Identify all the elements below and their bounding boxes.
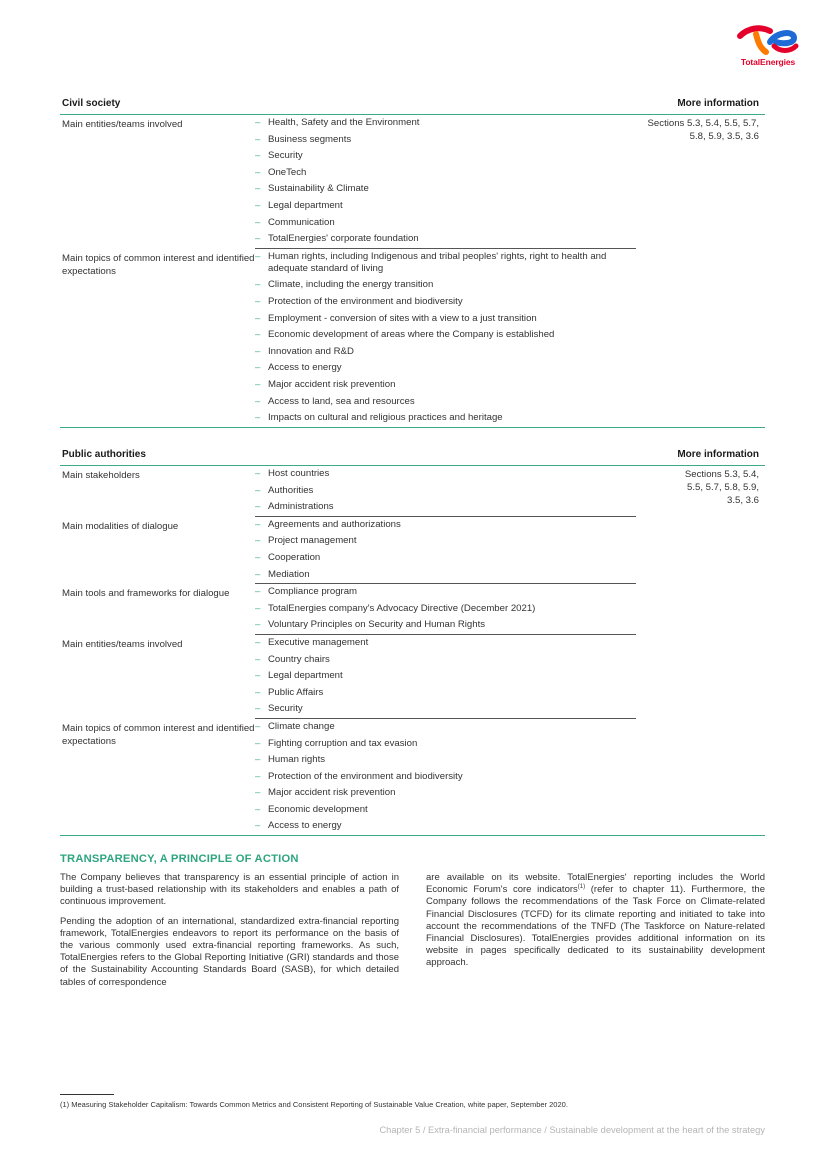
list-item: – Health, Safety and the Environment bbox=[255, 115, 636, 132]
list-item: – Major accident risk prevention bbox=[255, 377, 636, 394]
table-header bbox=[60, 449, 765, 466]
list-item: – Protection of the environment and biodiversity bbox=[255, 769, 636, 786]
list-item: – Agreements and authorizations bbox=[255, 517, 636, 534]
paragraph bbox=[426, 872, 765, 970]
section-heading: TRANSPARENCY, A PRINCIPLE OF ACTION bbox=[60, 853, 299, 865]
table-row bbox=[60, 466, 765, 517]
list-item: – Climate change bbox=[255, 719, 636, 736]
list-item: – Climate, including the energy transition bbox=[255, 277, 636, 294]
list-item: – Executive management bbox=[255, 635, 636, 652]
public-authorities-table bbox=[60, 449, 765, 836]
table-row bbox=[60, 719, 765, 835]
list-item: – Voluntary Principles on Security and Human Rights bbox=[255, 617, 636, 634]
paragraph-text: (refer to chapter 11). Furthermore, the Company follows the recommendations of the Task Force on Climate-related Financial Disclosures (TCFD) for its climate reporting and initiated to take into account the recommendations of the TNFD (The Taskforce on Nature-related Financial Disclosures). TotalEnergies provides additional information on its website in pages specifically dedicated to its sustainability development approach. bbox=[426, 884, 765, 969]
item-list bbox=[255, 115, 636, 249]
list-item: – Cooperation bbox=[255, 550, 636, 567]
item-list bbox=[255, 466, 636, 517]
item-list bbox=[255, 584, 636, 635]
logo-text: TotalEnergies bbox=[740, 57, 796, 67]
logo-swoosh-icon bbox=[736, 22, 800, 56]
list-item: – Human rights, including Indigenous and tribal peoples' rights, right to health and adequate standard of living bbox=[255, 249, 636, 278]
list-item: – Access to energy bbox=[255, 818, 636, 835]
row-label: Main topics of common interest and identified expectations bbox=[62, 252, 255, 277]
totalenergies-logo bbox=[736, 22, 800, 68]
paragraph: The Company believes that transparency is an essential principle of action in building a trust-based relationship with its stakeholders and enables a path of continuous improvement. bbox=[60, 872, 399, 908]
list-item: – Access to energy bbox=[255, 360, 636, 377]
text-column-left bbox=[60, 872, 399, 996]
list-item: – Communication bbox=[255, 215, 636, 232]
paragraph: Pending the adoption of an international, standardized extra-financial reporting framework, TotalEnergies endeavors to report its performance on the basis of the various commonly used extra-financial reporting frameworks. As such, TotalEnergies refers to the Global Reporting Initiative (GRI) standards and those of the Sustainability Accounting Standards Board (SASB), for which detailed tables of correspondence bbox=[60, 915, 399, 988]
list-item: – Administrations bbox=[255, 499, 636, 516]
row-label: Main modalities of dialogue bbox=[62, 520, 179, 532]
row-label: Main stakeholders bbox=[62, 470, 140, 481]
table-row bbox=[60, 249, 765, 427]
table-title: Public authorities bbox=[62, 449, 146, 460]
page-footer: Chapter 5 / Extra-financial performance / Sustainable development at the heart of the strategy bbox=[379, 1125, 765, 1135]
table-row bbox=[60, 635, 765, 719]
list-item: – Employment - conversion of sites with a view to a just transition bbox=[255, 311, 636, 328]
civil-society-table bbox=[60, 98, 765, 428]
more-information-label: More information bbox=[677, 98, 759, 109]
list-item: – Security bbox=[255, 701, 636, 718]
item-list bbox=[255, 635, 636, 719]
footnote-ref[interactable]: (1) bbox=[577, 884, 586, 891]
list-item: – Authorities bbox=[255, 483, 636, 500]
list-item: – Security bbox=[255, 148, 636, 165]
list-item: – Access to land, sea and resources bbox=[255, 394, 636, 411]
list-item: – OneTech bbox=[255, 165, 636, 182]
list-item: – Host countries bbox=[255, 466, 636, 483]
paragraph-text: are available on its website. TotalEnergies' reporting includes the World Economic Forum's core indicators bbox=[426, 872, 765, 896]
table-title: Civil society bbox=[62, 98, 121, 109]
list-item: – Legal department bbox=[255, 668, 636, 685]
list-item: – Protection of the environment and biodiversity bbox=[255, 294, 636, 311]
table-row bbox=[60, 517, 765, 584]
row-label: Main topics of common interest and identified expectations bbox=[62, 722, 255, 747]
sections-reference: Sections 5.3, 5.4, 5.5, 5.7, 5.8, 5.9, 3.5, 3.6 bbox=[647, 118, 759, 142]
table-row bbox=[60, 584, 765, 635]
list-item: – Innovation and R&D bbox=[255, 344, 636, 361]
list-item: – Fighting corruption and tax evasion bbox=[255, 736, 636, 753]
row-label: Main entities/teams involved bbox=[62, 638, 183, 650]
list-item: – Economic development bbox=[255, 802, 636, 819]
list-item: – Project management bbox=[255, 533, 636, 550]
table-header bbox=[60, 98, 765, 115]
footnote: (1) Measuring Stakeholder Capitalism: Towards Common Metrics and Consistent Reporting of Sustainable Value Creation, white paper, September 2020. bbox=[60, 1100, 568, 1109]
list-item: – Public Affairs bbox=[255, 685, 636, 702]
footnote-rule bbox=[60, 1094, 114, 1095]
item-list bbox=[255, 517, 636, 584]
table-bottom-rule bbox=[60, 427, 765, 428]
text-column-right bbox=[426, 872, 765, 977]
table-bottom-rule bbox=[60, 835, 765, 836]
list-item: – Economic development of areas where the Company is established bbox=[255, 327, 636, 344]
row-label: Main tools and frameworks for dialogue bbox=[62, 588, 230, 600]
list-item: – TotalEnergies company's Advocacy Directive (December 2021) bbox=[255, 601, 636, 618]
list-item: – Compliance program bbox=[255, 584, 636, 601]
list-item: – TotalEnergies' corporate foundation bbox=[255, 231, 636, 248]
sections-reference: Sections 5.3, 5.4, 5.5, 5.7, 5.8, 5.9, 3.5, 3.6 bbox=[684, 469, 759, 506]
row-label: Main entities/teams involved bbox=[62, 119, 183, 130]
more-information-label: More information bbox=[677, 449, 759, 460]
list-item: – Mediation bbox=[255, 567, 636, 584]
list-item: – Impacts on cultural and religious practices and heritage bbox=[255, 410, 636, 427]
list-item: – Business segments bbox=[255, 132, 636, 149]
list-item: – Legal department bbox=[255, 198, 636, 215]
list-item: – Major accident risk prevention bbox=[255, 785, 636, 802]
list-item: – Human rights bbox=[255, 752, 636, 769]
item-list bbox=[255, 249, 636, 427]
list-item: – Country chairs bbox=[255, 652, 636, 669]
item-list bbox=[255, 719, 636, 835]
list-item: – Sustainability & Climate bbox=[255, 181, 636, 198]
